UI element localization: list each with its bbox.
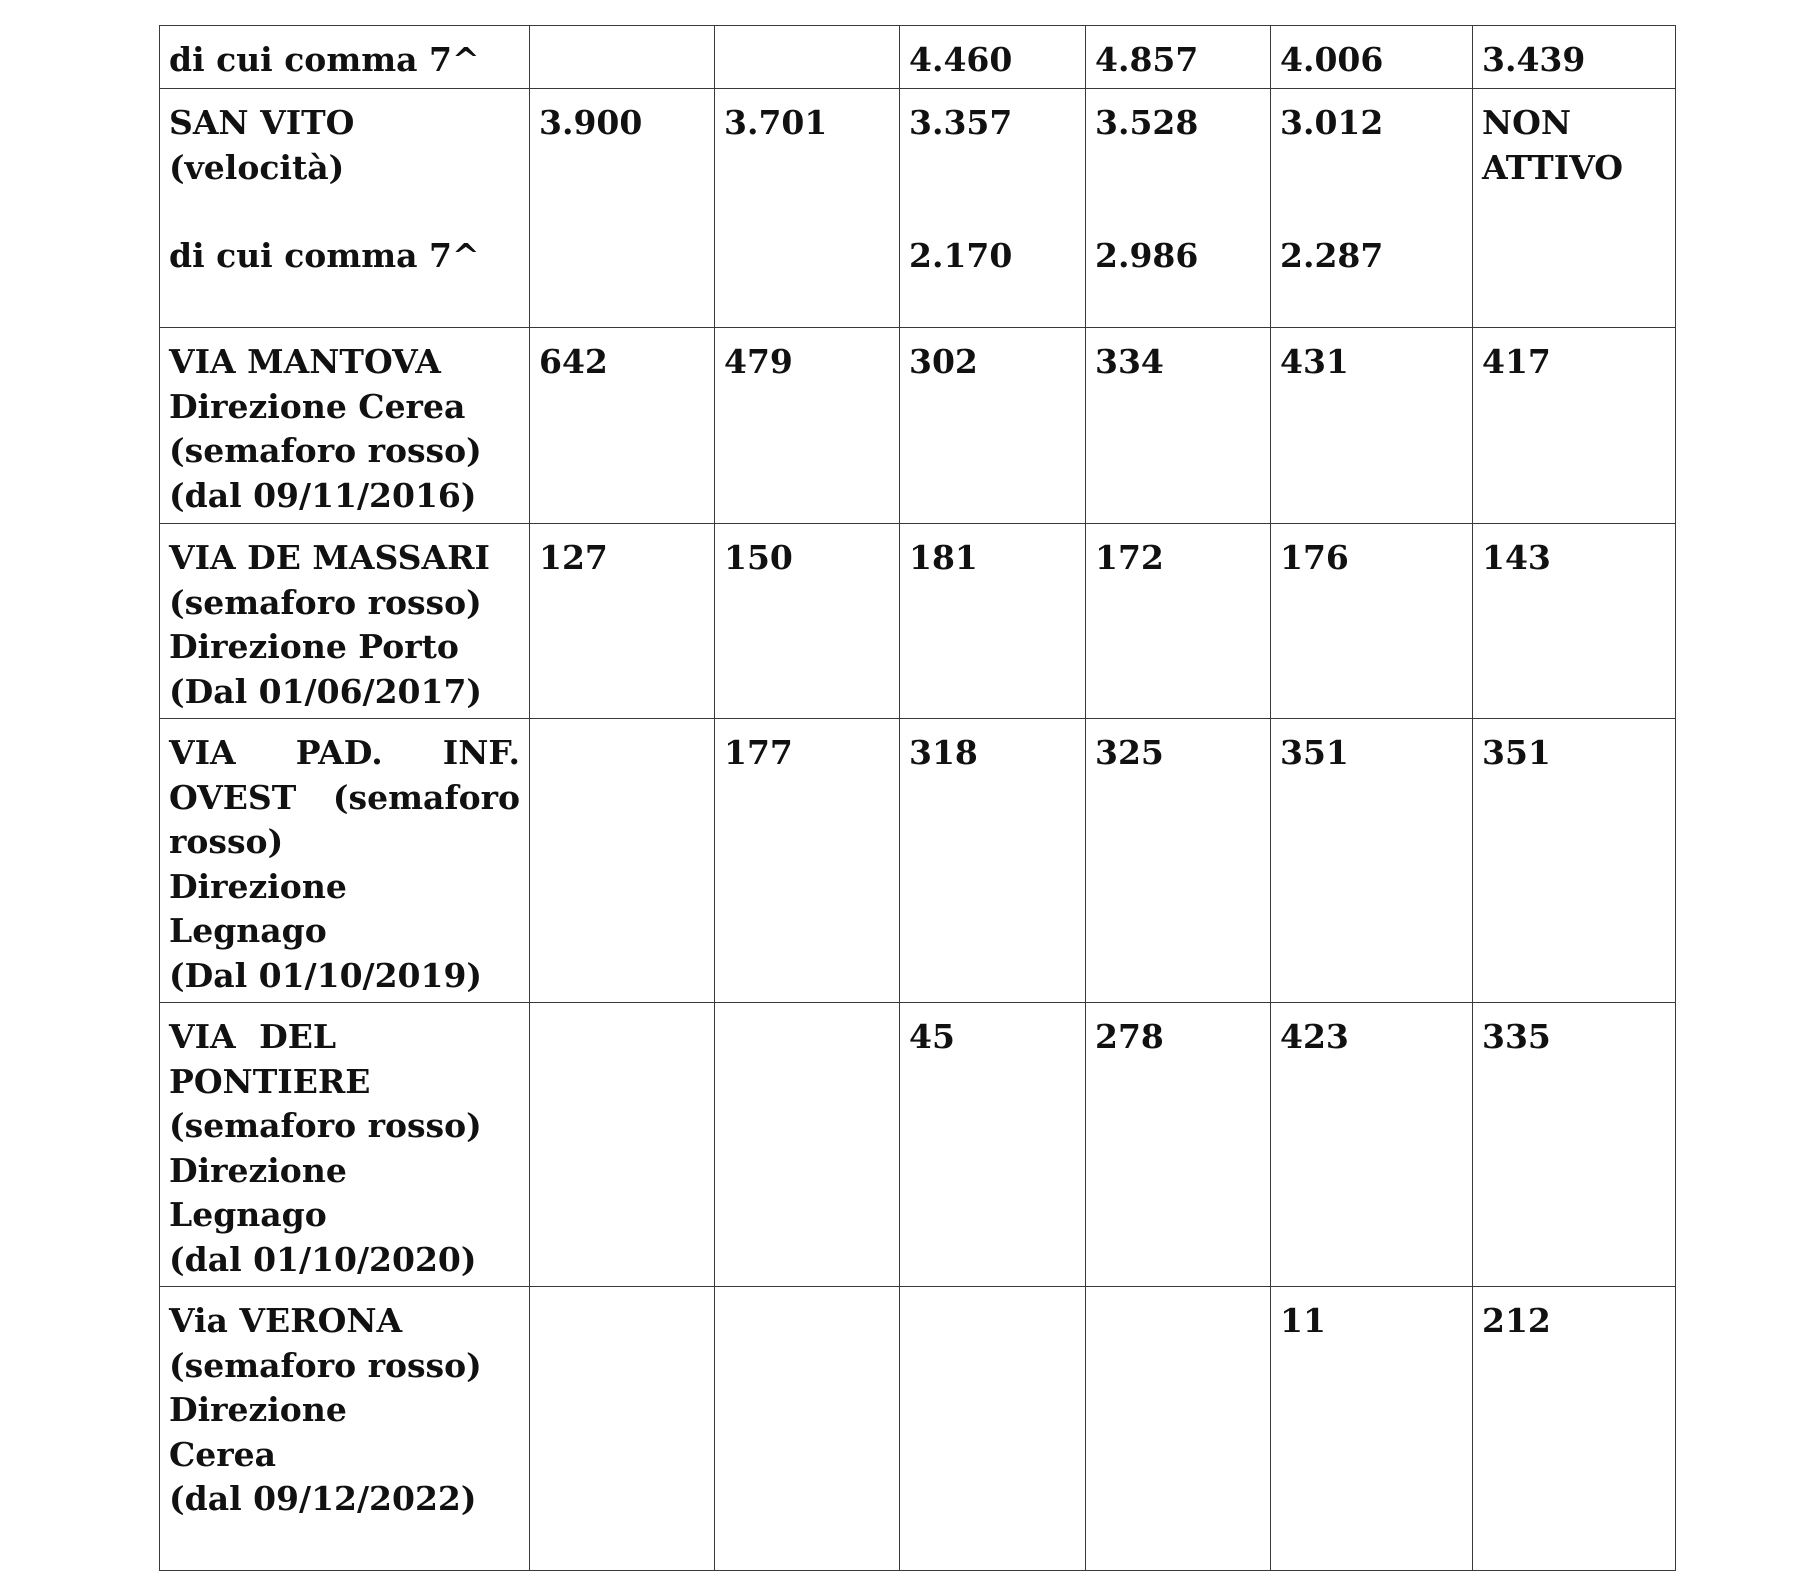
- table-row: [160, 328, 1676, 524]
- data-table: [159, 25, 1676, 1571]
- table-cell: 431: [1271, 328, 1473, 524]
- table-row: [160, 26, 1676, 89]
- label-line: Cerea: [169, 1434, 277, 1474]
- table-cell: 150: [715, 524, 900, 719]
- table-cell: [530, 719, 715, 1003]
- table-cell: 177: [715, 719, 900, 1003]
- table-cell: [715, 1003, 900, 1287]
- label-line: (semaforo rosso): [169, 582, 482, 622]
- label-line: VIA PAD. INF. OVEST (semaforo rosso): [169, 733, 520, 861]
- table-cell: 334: [1086, 328, 1271, 524]
- table-cell: 45: [900, 1003, 1086, 1287]
- label-line: (Dal 01/10/2019): [169, 955, 483, 995]
- cell-value: NON: [1482, 103, 1572, 142]
- table-row: [160, 524, 1676, 719]
- cell-value: 3.357: [909, 103, 1013, 142]
- label-line: Direzione Cerea: [169, 386, 466, 426]
- table-cell: [530, 1287, 715, 1571]
- label-line: (dal 01/10/2020): [169, 1239, 477, 1279]
- cell-sub-value: 2.986: [1095, 236, 1199, 275]
- label-line: (semaforo rosso): [169, 431, 482, 470]
- row-label: [160, 524, 530, 719]
- table-cell: 172: [1086, 524, 1271, 719]
- row-label: [160, 26, 530, 89]
- cell-sub-value: 2.287: [1280, 236, 1384, 275]
- label-line: Legnago: [169, 911, 327, 950]
- table-cell: 4.006: [1271, 26, 1473, 89]
- label-line: PONTIERE: [169, 1061, 371, 1101]
- label-line: Direzione: [169, 1150, 347, 1190]
- table-cell: 181: [900, 524, 1086, 719]
- table-cell: 423: [1271, 1003, 1473, 1287]
- table-cell: [900, 1287, 1086, 1571]
- row-label: [160, 89, 530, 328]
- table-cell: 479: [715, 328, 900, 524]
- table-cell: [1473, 89, 1676, 328]
- table-cell: [715, 26, 900, 89]
- table-cell: [530, 1003, 715, 1287]
- row-label: [160, 328, 530, 524]
- table-cell: [530, 26, 715, 89]
- label-line: Direzione: [169, 866, 347, 906]
- table-cell: [530, 89, 715, 328]
- label-line: VIA DEL: [169, 1017, 337, 1056]
- table-cell: 335: [1473, 1003, 1676, 1287]
- label-line: (dal 09/11/2016): [169, 475, 477, 515]
- cell-value: 3.528: [1095, 103, 1199, 142]
- label-line: Legnago: [169, 1195, 327, 1234]
- label-line: VIA MANTOVA: [169, 342, 441, 381]
- table-cell: 318: [900, 719, 1086, 1003]
- cell-value: 3.900: [539, 103, 643, 142]
- table-cell: [1086, 89, 1271, 328]
- table-row: [160, 1003, 1676, 1287]
- label-line: (dal 09/12/2022): [169, 1479, 477, 1518]
- table-cell: [715, 1287, 900, 1571]
- row-label: [160, 719, 530, 1003]
- table-cell: 325: [1086, 719, 1271, 1003]
- row-label: [160, 1287, 530, 1571]
- cell-value: 3.012: [1280, 103, 1384, 142]
- table-cell: 351: [1271, 719, 1473, 1003]
- table-cell: 176: [1271, 524, 1473, 719]
- label-line: (semaforo rosso): [169, 1106, 482, 1145]
- label-sub-line: di cui comma 7^: [169, 236, 480, 275]
- label-line: Via VERONA: [169, 1301, 403, 1340]
- table-cell: 351: [1473, 719, 1676, 1003]
- label-line: (semaforo rosso): [169, 1345, 482, 1385]
- table-row: [160, 719, 1676, 1003]
- table-cell: 11: [1271, 1287, 1473, 1571]
- table-row: [160, 89, 1676, 328]
- cell-sub-value: 2.170: [909, 236, 1013, 275]
- table-row: [160, 1287, 1676, 1571]
- table-cell: [1086, 1287, 1271, 1571]
- table-cell: 3.439: [1473, 26, 1676, 89]
- table-cell: 417: [1473, 328, 1676, 524]
- row-label: [160, 1003, 530, 1287]
- label-line: Direzione: [169, 1390, 347, 1429]
- table-cell: 302: [900, 328, 1086, 524]
- label-line: VIA DE MASSARI: [169, 538, 490, 577]
- table-cell: [900, 89, 1086, 328]
- table-cell: 642: [530, 328, 715, 524]
- table-cell: 212: [1473, 1287, 1676, 1571]
- cell-value: 3.701: [724, 103, 828, 142]
- table-cell: 4.460: [900, 26, 1086, 89]
- cell-value-line2: ATTIVO: [1482, 147, 1623, 187]
- label-line: di cui comma 7^: [169, 40, 480, 79]
- table-cell: 4.857: [1086, 26, 1271, 89]
- table-cell: [715, 89, 900, 328]
- label-line: (velocità): [169, 147, 345, 187]
- table-cell: [1271, 89, 1473, 328]
- table-cell: 278: [1086, 1003, 1271, 1287]
- table-cell: 143: [1473, 524, 1676, 719]
- label-line: Direzione Porto: [169, 627, 459, 666]
- label-line: (Dal 01/06/2017): [169, 671, 483, 711]
- label-line: SAN VITO: [169, 103, 355, 142]
- table-cell: 127: [530, 524, 715, 719]
